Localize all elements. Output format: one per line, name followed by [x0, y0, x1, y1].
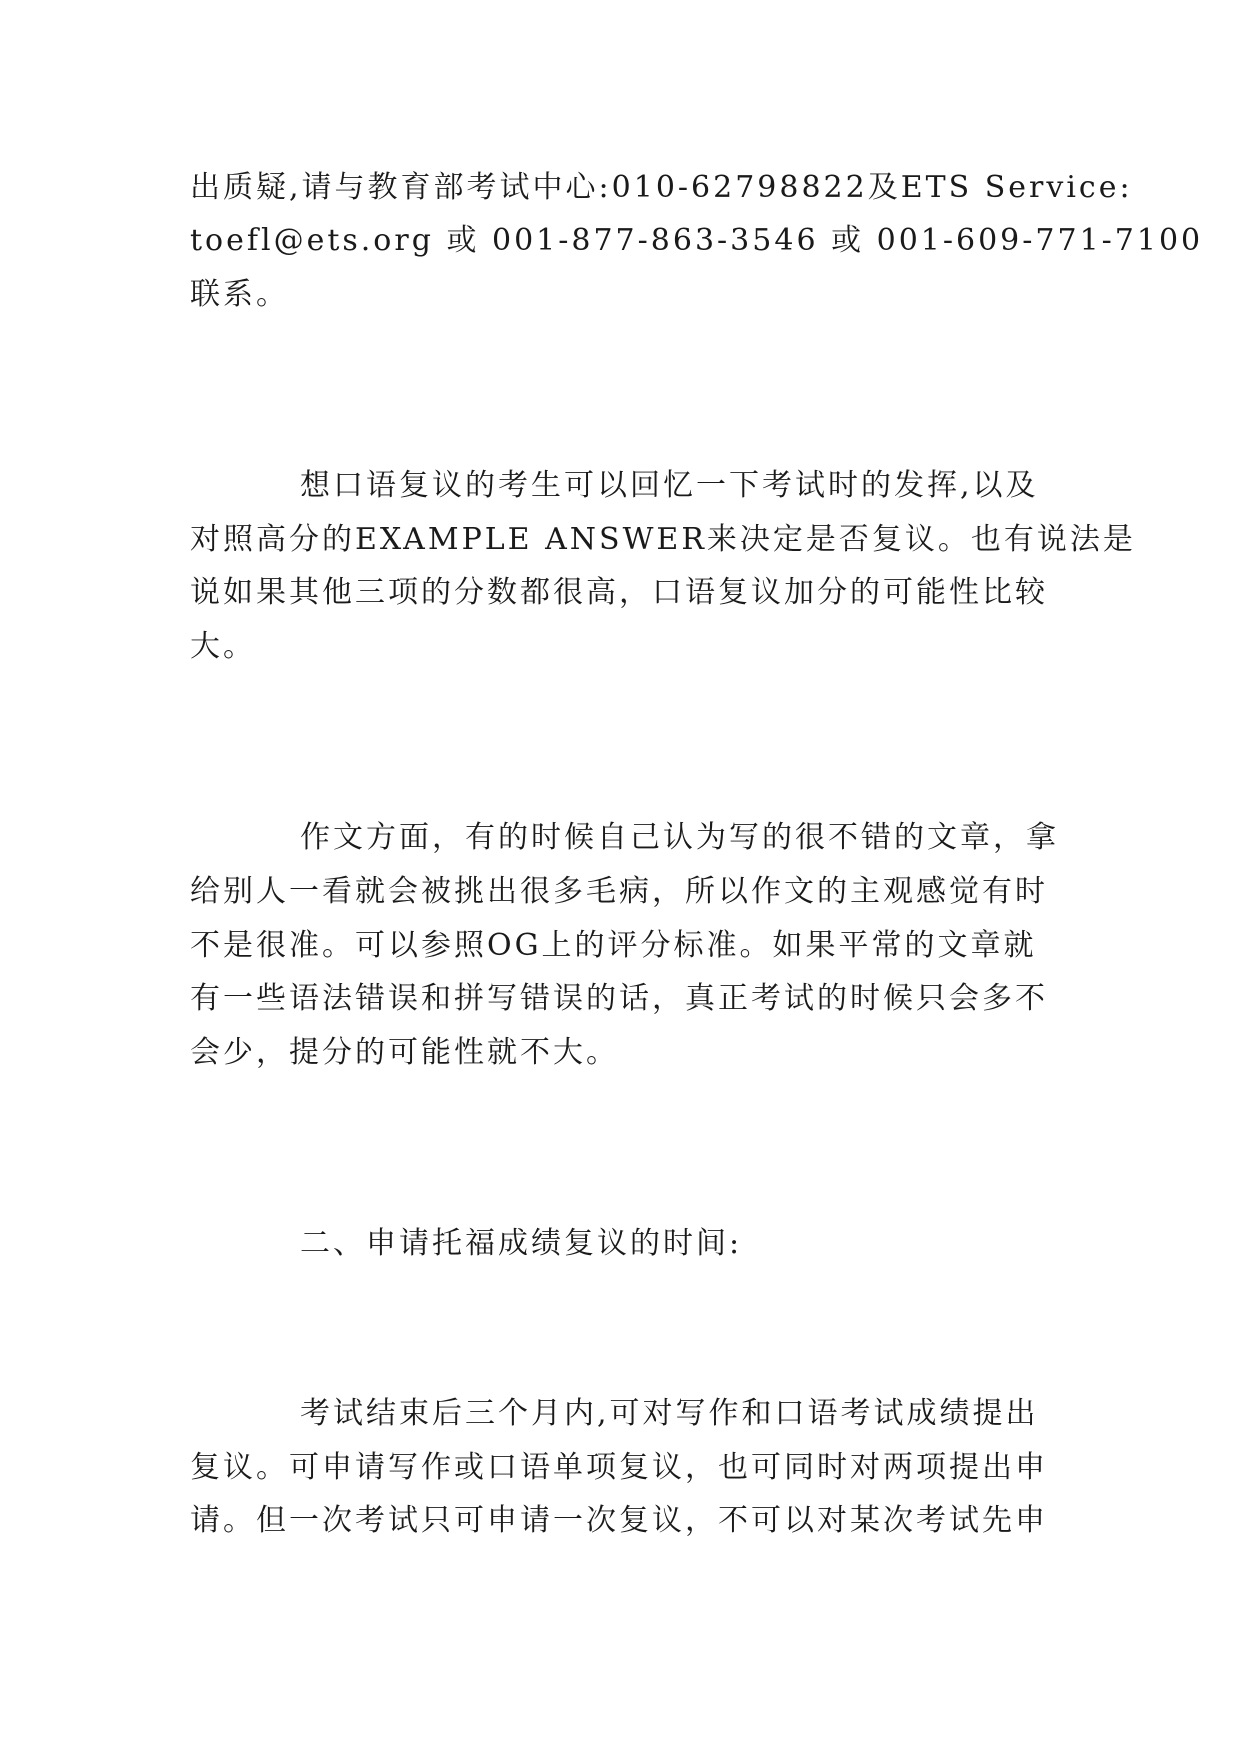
paragraph-2-line-3: 说如果其他三项的分数都很高，口语复议加分的可能性比较: [190, 575, 1048, 610]
paragraph-3-line-1: 作文方面，有的时候自己认为写的很不错的文章，拿: [300, 820, 1059, 855]
paragraph-2-line-1: 想口语复议的考生可以回忆一下考试时的发挥,以及: [300, 468, 1039, 503]
paragraph-1-line-1: 出质疑,请与教育部考试中心:010-62798822及ETS Service:: [190, 170, 1133, 205]
paragraph-2-line-4: 大。: [190, 629, 256, 664]
paragraph-2-line-2: 对照高分的EXAMPLE ANSWER来决定是否复议。也有说法是: [190, 522, 1136, 557]
paragraph-1-line-2: toefl@ets.org 或 001-877-863-3546 或 001-609-771-7100: [190, 223, 1204, 258]
paragraph-1-line-3: 联系。: [190, 277, 289, 312]
paragraph-3-line-5: 会少，提分的可能性就不大。: [190, 1035, 619, 1070]
section-heading: 二、申请托福成绩复议的时间:: [300, 1226, 743, 1261]
paragraph-5-line-1: 考试结束后三个月内,可对写作和口语考试成绩提出: [300, 1396, 1039, 1431]
paragraph-3-line-4: 有一些语法错误和拼写错误的话，真正考试的时候只会多不: [190, 981, 1048, 1016]
paragraph-5-line-3: 请。但一次考试只可申请一次复议，不可以对某次考试先申: [190, 1503, 1048, 1538]
paragraph-5-line-2: 复议。可申请写作或口语单项复议，也可同时对两项提出申: [190, 1450, 1048, 1485]
paragraph-3-line-2: 给别人一看就会被挑出很多毛病，所以作文的主观感觉有时: [190, 874, 1048, 909]
paragraph-3-line-3: 不是很准。可以参照OG上的评分标准。如果平常的文章就: [190, 928, 1037, 963]
